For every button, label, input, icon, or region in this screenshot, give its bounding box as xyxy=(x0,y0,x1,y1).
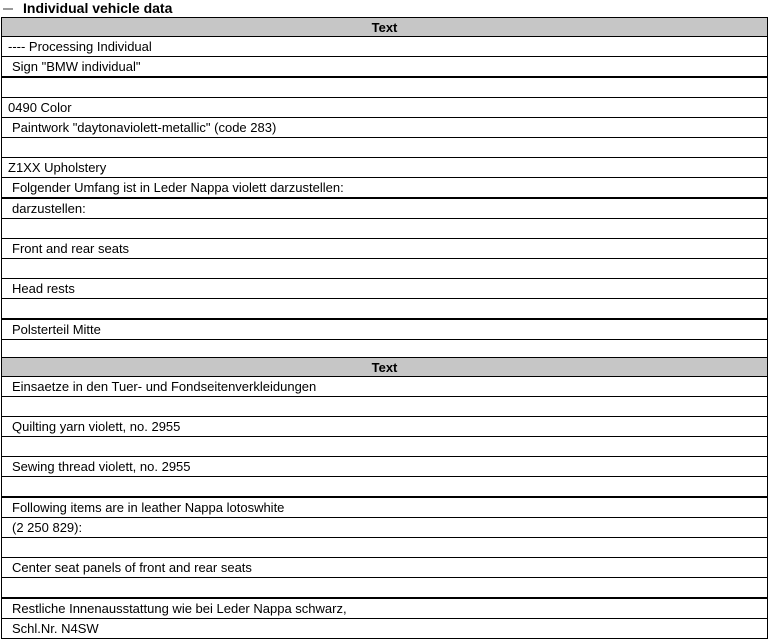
vehicle-data-table-2 xyxy=(1,357,768,639)
column-header-text: Text xyxy=(2,18,768,37)
table-row: Z1XX Upholstery xyxy=(2,158,768,178)
table-row: Schl.Nr. N4SW xyxy=(2,619,768,639)
table-row: darzustellen: xyxy=(2,198,768,219)
table-row: 0490 Color xyxy=(2,98,768,118)
table-row xyxy=(2,397,768,417)
section-title: Individual vehicle data xyxy=(23,0,173,16)
section-header xyxy=(0,0,769,16)
table-row: (2 250 829): xyxy=(2,518,768,538)
column-header-text: Text xyxy=(2,358,768,377)
table-row: Restliche Innenausstattung wie bei Leder Nappa schwarz, xyxy=(2,598,768,619)
table-row xyxy=(2,578,768,599)
table-row: Sign "BMW individual" xyxy=(2,57,768,78)
collapse-minus-icon[interactable] xyxy=(3,8,13,10)
table-row xyxy=(2,259,768,279)
table-row xyxy=(2,538,768,558)
vehicle-data-table-1 xyxy=(1,17,768,360)
table-row: Head rests xyxy=(2,279,768,299)
table-row: Paintwork "daytonaviolett-metallic" (code 283) xyxy=(2,118,768,138)
table-row xyxy=(2,477,768,498)
table-row xyxy=(2,77,768,98)
table-row: Center seat panels of front and rear seats xyxy=(2,558,768,578)
table-row: Polsterteil Mitte xyxy=(2,319,768,340)
table-row: ---- Processing Individual xyxy=(2,37,768,57)
table-row: Einsaetze in den Tuer- und Fondseitenverkleidungen xyxy=(2,377,768,397)
table-row xyxy=(2,219,768,239)
table-row xyxy=(2,299,768,320)
table-row: Front and rear seats xyxy=(2,239,768,259)
table-row: Sewing thread violett, no. 2955 xyxy=(2,457,768,477)
table-row: Following items are in leather Nappa lotoswhite xyxy=(2,497,768,518)
table-row xyxy=(2,437,768,457)
table-row xyxy=(2,138,768,158)
table-row: Folgender Umfang ist in Leder Nappa violett darzustellen: xyxy=(2,178,768,199)
table-row: Quilting yarn violett, no. 2955 xyxy=(2,417,768,437)
